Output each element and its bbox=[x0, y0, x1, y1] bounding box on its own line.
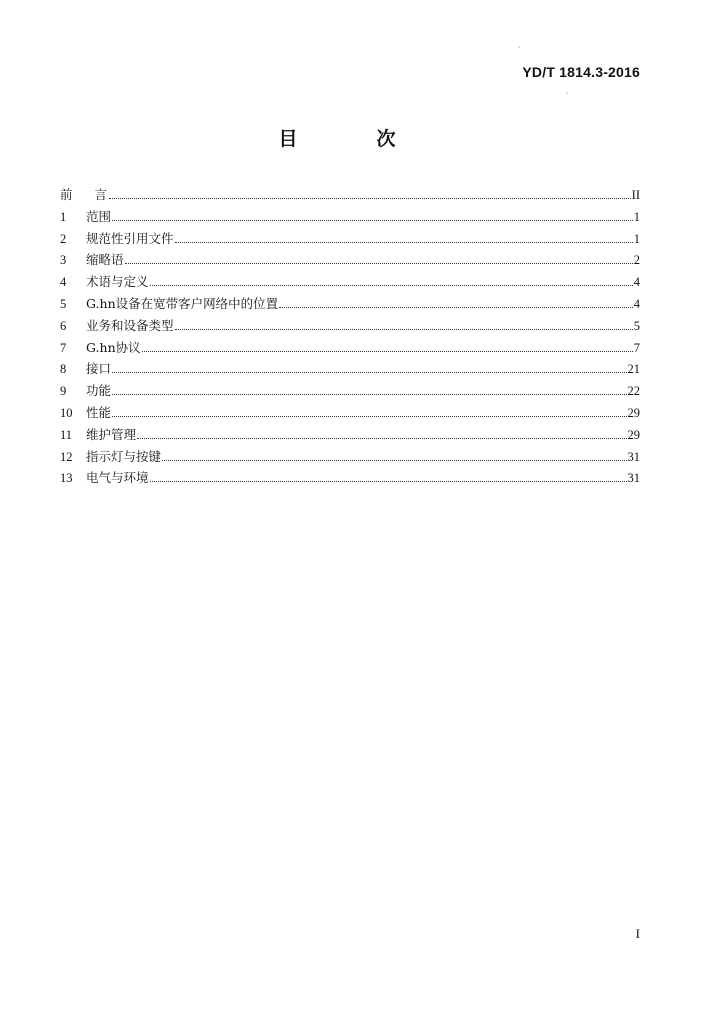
toc-entry-page: 29 bbox=[627, 405, 640, 420]
toc-leader-dots bbox=[112, 371, 626, 373]
toc-entry-number: 11 bbox=[60, 427, 73, 442]
toc-entry-label: 性能 bbox=[86, 404, 112, 420]
toc-entry-page: II bbox=[631, 188, 640, 202]
toc-entry-label: 接口 bbox=[86, 361, 112, 377]
toc-entry[interactable] bbox=[60, 405, 640, 427]
toc-entry-label: 维护管理 bbox=[86, 426, 137, 442]
toc-entry-label: G.hn设备在宽带客户网络中的位置 bbox=[86, 295, 279, 311]
toc-entry-number: 6 bbox=[60, 318, 67, 333]
toc-entry-label: 缩略语 bbox=[86, 252, 124, 268]
toc-entry-page: 29 bbox=[627, 427, 640, 442]
toc-leader-dots bbox=[279, 306, 633, 308]
scan-speck bbox=[518, 46, 520, 48]
toc-entry-label: 功能 bbox=[86, 383, 112, 399]
toc-leader-dots bbox=[109, 197, 631, 199]
toc-entry-foreword[interactable] bbox=[60, 187, 640, 209]
table-of-contents bbox=[60, 187, 640, 492]
toc-entry-label: 电气与环境 bbox=[86, 470, 149, 486]
toc-entry[interactable] bbox=[60, 449, 640, 471]
toc-entry-number: 8 bbox=[60, 362, 67, 377]
toc-entry-page: 5 bbox=[633, 318, 640, 333]
toc-entry-number: 12 bbox=[60, 449, 73, 464]
toc-entry-label: 业务和设备类型 bbox=[86, 317, 174, 333]
toc-entry-label: 规范性引用文件 bbox=[86, 230, 174, 246]
toc-entry-page: 22 bbox=[627, 384, 640, 399]
toc-entry[interactable] bbox=[60, 274, 640, 296]
toc-entry-number: 7 bbox=[60, 340, 67, 355]
toc-entry-number: 4 bbox=[60, 275, 67, 290]
toc-entry-label: 术语与定义 bbox=[86, 274, 149, 290]
page-number: I bbox=[635, 926, 640, 941]
toc-entry-number: 13 bbox=[60, 471, 73, 486]
toc-entry-page: 21 bbox=[627, 362, 640, 377]
toc-entry[interactable] bbox=[60, 296, 640, 318]
toc-entry-number: 10 bbox=[60, 405, 73, 420]
toc-leader-dots bbox=[150, 284, 633, 286]
toc-entry-label: 前言 bbox=[60, 187, 130, 202]
document-code: YD/T 1814.3-2016 bbox=[522, 64, 640, 80]
toc-leader-dots bbox=[175, 241, 633, 243]
toc-entry[interactable] bbox=[60, 318, 640, 340]
toc-leader-dots bbox=[162, 459, 626, 461]
toc-entry-page: 4 bbox=[633, 275, 640, 290]
toc-title: 目 次 bbox=[278, 128, 426, 150]
toc-entry[interactable] bbox=[60, 383, 640, 405]
toc-leader-dots bbox=[175, 328, 633, 330]
toc-leader-dots bbox=[137, 437, 626, 439]
toc-entry-label: G.hn协议 bbox=[86, 339, 141, 355]
toc-entry[interactable] bbox=[60, 209, 640, 231]
toc-leader-dots bbox=[112, 393, 626, 395]
toc-entry-number: 5 bbox=[60, 296, 67, 311]
toc-entry-number: 2 bbox=[60, 231, 67, 246]
toc-entry[interactable] bbox=[60, 361, 640, 383]
toc-entry[interactable] bbox=[60, 427, 640, 449]
toc-entry-page: 2 bbox=[633, 253, 640, 268]
toc-entry-label: 指示灯与按键 bbox=[86, 448, 162, 464]
scan-speck bbox=[566, 92, 568, 94]
toc-leader-dots bbox=[150, 480, 627, 482]
toc-leader-dots bbox=[125, 262, 633, 264]
toc-leader-dots bbox=[112, 415, 626, 417]
toc-entry-number: 3 bbox=[60, 253, 67, 268]
toc-entry[interactable] bbox=[60, 340, 640, 362]
toc-entry[interactable] bbox=[60, 470, 640, 492]
toc-entry-page: 4 bbox=[633, 296, 640, 311]
toc-entry-page: 31 bbox=[627, 471, 640, 486]
toc-entry-number: 9 bbox=[60, 384, 67, 399]
toc-entry-page: 7 bbox=[633, 340, 640, 355]
toc-entry[interactable] bbox=[60, 252, 640, 274]
toc-entry-page: 31 bbox=[627, 449, 640, 464]
toc-entry[interactable] bbox=[60, 231, 640, 253]
toc-entry-label: 范围 bbox=[86, 208, 112, 224]
toc-entry-page: 1 bbox=[633, 231, 640, 246]
toc-entry-number: 1 bbox=[60, 209, 67, 224]
toc-leader-dots bbox=[112, 219, 633, 221]
toc-leader-dots bbox=[142, 350, 633, 352]
toc-entry-page: 1 bbox=[633, 209, 640, 224]
